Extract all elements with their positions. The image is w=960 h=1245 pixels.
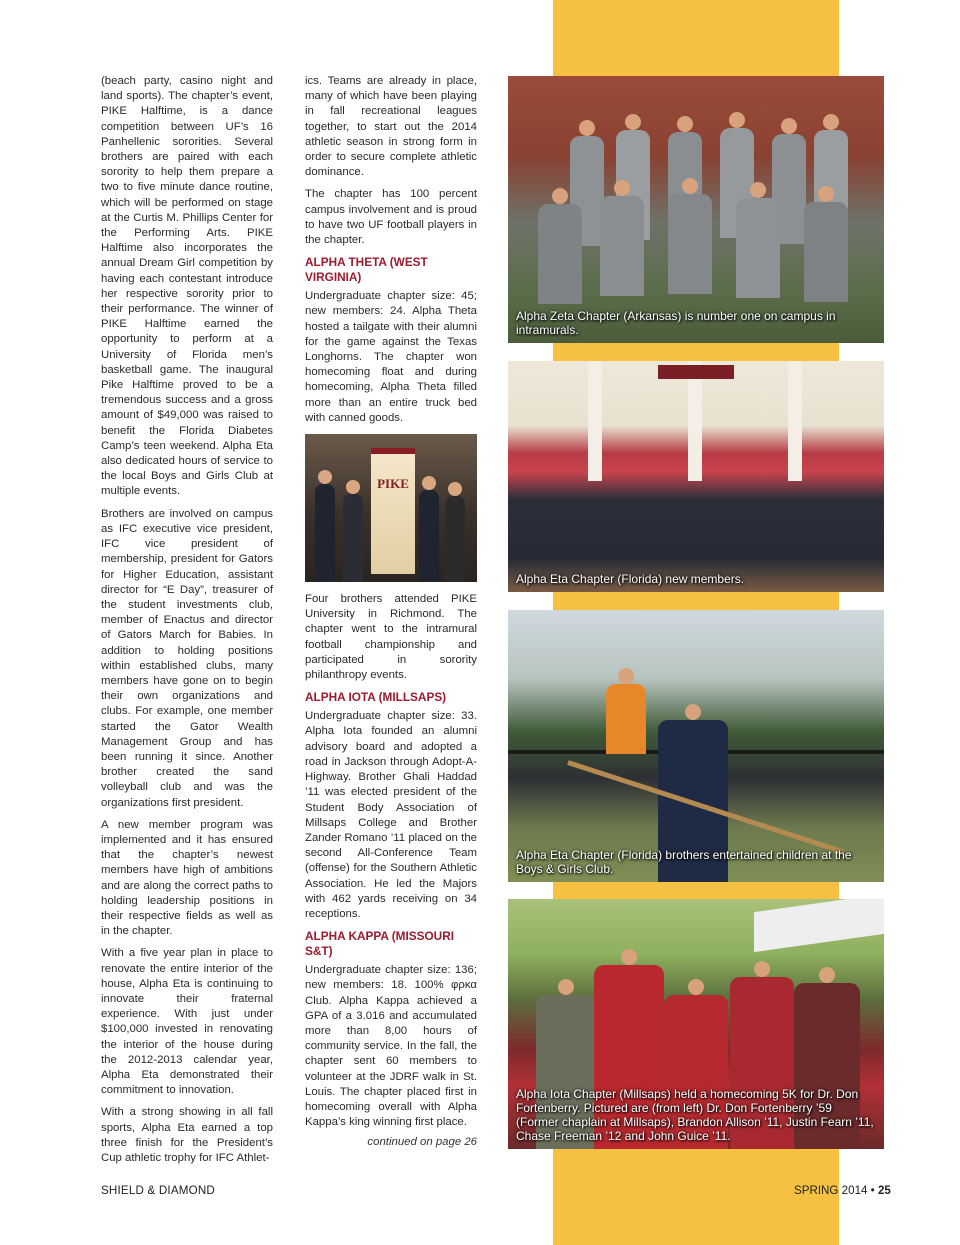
paragraph: ics. Teams are already in place, many of which have been playing in fall recreational leagues together, to start out the 2014 athletic season in strong form in order to secure complete athletic dominance.: [305, 75, 477, 179]
building-column: [688, 361, 702, 481]
person-figure: [600, 196, 644, 296]
photo-alpha-eta-new-members: [508, 361, 884, 592]
photo-subjects: [508, 361, 884, 592]
section-heading-alpha-theta: ALPHA THETA (WEST VIRGINIA): [305, 255, 428, 285]
paragraph: Four brothers attended PIKE University in Richmond. The chapter went to the intramural football championship and participated in sorority philanthropy events.: [305, 593, 477, 682]
pike-banner: [371, 448, 415, 574]
photo-caption: Alpha Eta Chapter (Florida) new members.: [516, 572, 745, 586]
paragraph: Undergraduate chapter size: 136; new members: 18. 100% φρκα Club. Alpha Kappa achieved a GPA of a 3.016 and accumulated more than 8,00 hours of community service. In the fall, the chapter sent 60 members to volunteer at the JDRF walk in St. Louis. The chapter placed first in homecoming overall with Alpha Kappa’s king winning first place.: [305, 964, 477, 1129]
paragraph: Undergraduate chapter size: 33. Alpha Iota founded an alumni advisory board and adopted a road in Jackson through Adopt-A-Highway. Brother Ghali Haddad ’11 was elected president of the Student Body Association of Millsaps College and Brother Zander Romano ’11 placed on the second All-Conference Team (offense) for the Southern Athletic Association. He led the Majors with 462 yards receiving on 34 receptions.: [305, 710, 477, 920]
paragraph: Brothers are involved on campus as IFC executive vice president, IFC vice president of membership, president for Gators for Higher Education, assistant director for “E Day”, treasurer of the student investments club, member of Enactus and director of Gators March for Babies. In addition to holding positions within established clubs, many members have gone on to begin their own organizations and clubs. For example, one member started the Gator Wealth Management Group and has been running it since. Another brother created the sand volleyball club and was the organizations first president.: [101, 507, 273, 809]
person-figure: [736, 198, 780, 298]
person-figure: [343, 494, 363, 582]
paragraph: Undergraduate chapter size: 45; new members: 24. Alpha Theta hosted a tailgate with their alumni for the game against the Texas Longhorns. The chapter won homecoming float and during homecoming, Alpha Theta filled more than an entire truck bed with canned goods.: [305, 290, 477, 424]
section-heading-alpha-kappa: ALPHA KAPPA (MISSOURI S&T): [305, 929, 454, 959]
paragraph: With a five year plan in place to renovate the entire interior of the house, Alpha Eta is continuing to innovate their fraternal experience. With just under $100,000 invested in renovating the interior of the house during the 2012-2013 calendar year, Alpha Eta demonstrated their commitment to innovation.: [101, 947, 273, 1097]
photo-alpha-iota-5k: [508, 899, 884, 1149]
building-column: [588, 361, 602, 481]
footer-issue-label: SPRING 2014 •: [794, 1184, 875, 1197]
photo-alpha-zeta-intramurals: [508, 76, 884, 343]
building-column: [788, 361, 802, 481]
photo-subjects: [508, 76, 884, 343]
person-figure: [668, 194, 712, 294]
article-column-1: [101, 74, 273, 1173]
article-column-2: [305, 74, 477, 1137]
photo-boys-girls-club: [508, 610, 884, 882]
person-figure: [315, 484, 335, 582]
photo-caption: Alpha Iota Chapter (Millsaps) held a homecoming 5K for Dr. Don Fortenberry. Pictured are (from left) Dr. Don Fortenberry ’59 (Former chaplain at Millsaps), Brandon Allison ’11, Justin Fearn ’11, Chase Freeman ’12 and John Guice ’11.: [516, 1087, 874, 1143]
section-heading-alpha-iota: ALPHA IOTA (MILLSAPS): [305, 690, 447, 705]
fraternity-letters-sign: [658, 365, 734, 379]
paragraph: With a strong showing in all fall sports, Alpha Eta earned a top three finish for the President’s Cup athletic trophy for IFC Athlet-: [101, 1106, 273, 1165]
person-figure: [538, 204, 582, 304]
photo-caption: Alpha Eta Chapter (Florida) brothers entertained children at the Boys & Girls Club.: [516, 848, 852, 876]
pike-university-photo: [305, 434, 477, 582]
paragraph: (beach party, casino night and land sports). The chapter’s event, PIKE Halftime, is a dance competition between UF’s 16 Panhellenic sororities. Several brothers are paired with each sorority to help them prepare a two to five minute dance routine, which will be performed on stage at the Curtis M. Phillips Center for the Performing Arts. PIKE Halftime also incorporates the annual Dream Girl competition by having each contestant introduce her respective sorority prior to their performance. The winner of PIKE Halftime earned the opportunity to perform at a University of Florida men’s basketball game. The inaugural Pike Halftime proved to be a tremendous success and a gross amount of $49,000 was raised to benefit the Florida Diabetes Camp’s teen weekend. Alpha Eta also dedicated hours of service to the local Boys and Girls Club at multiple events.: [101, 75, 273, 498]
footer-issue: [794, 1184, 891, 1197]
continued-note: continued on page 26: [367, 1136, 477, 1148]
paragraph: The chapter has 100 percent campus involvement and is proud to have two UF football players in the chapter.: [305, 188, 477, 247]
person-figure: [445, 496, 465, 582]
tent-canopy: [754, 899, 884, 952]
photo-subjects: [508, 610, 884, 882]
pike-banner-text: PIKE: [377, 476, 409, 492]
page-number: 25: [877, 1184, 891, 1197]
paragraph: A new member program was implemented and it has ensured that the chapter’s newest members have high of ambitions and are along the correct paths to holding leadership positions in their respective fields as well as in the chapter.: [101, 818, 273, 938]
person-figure: [804, 202, 848, 302]
footer-publication-name: SHIELD & DIAMOND: [101, 1184, 216, 1197]
photo-caption: Alpha Zeta Chapter (Arkansas) is number one on campus in intramurals.: [516, 309, 836, 337]
person-figure: [606, 684, 646, 754]
person-figure: [419, 490, 439, 582]
